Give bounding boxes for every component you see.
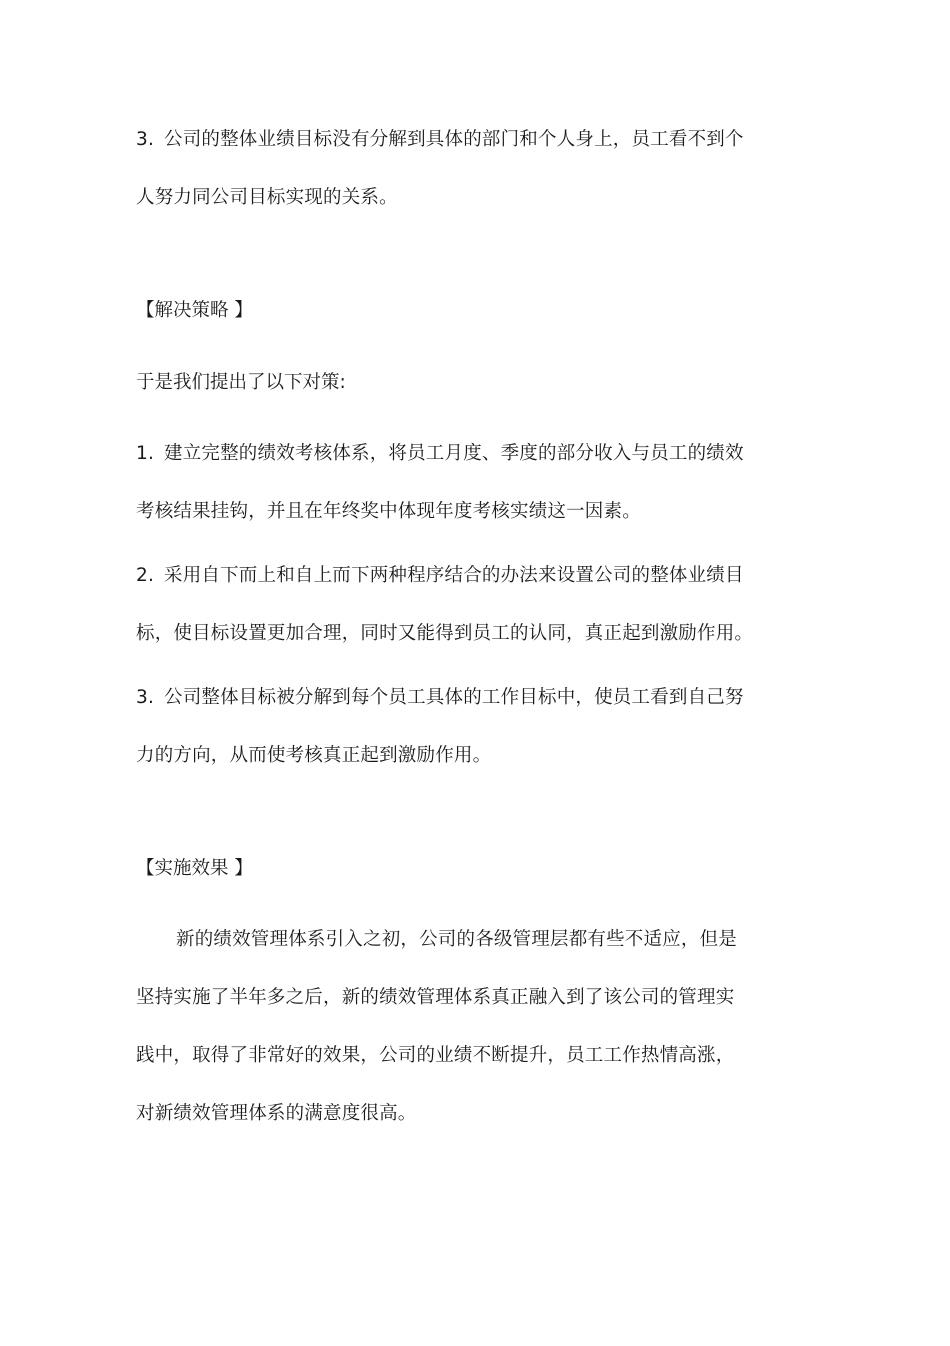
paragraph-line: 公司整体目标被分解到每个员工具体的工作目标中，使员工看到自己努 (164, 687, 744, 708)
paragraph-line: 标，使目标设置更加合理，同时又能得到员工的认同，真正起到激励作用。 (136, 623, 754, 644)
paragraph-line: 公司的整体业绩目标没有分解到具体的部门和个人身上，员工看不到个 (164, 129, 744, 150)
paragraph-line: 践中，取得了非常好的效果，公司的业绩不断提升，员工工作热情高涨， (136, 1045, 735, 1066)
paragraph-line: 对新绩效管理体系的满意度很高。 (136, 1103, 417, 1124)
effect-paragraph (136, 911, 756, 1143)
paragraph-line: 人努力同公司目标实现的关系。 (136, 187, 398, 208)
paragraph-line: 建立完整的绩效考核体系，将员工月度、季度的部分收入与员工的绩效 (164, 443, 744, 464)
solution-intro: 于是我们提出了以下对策: (136, 372, 346, 393)
list-number: 1. (136, 443, 155, 464)
list-number: 3. (136, 129, 155, 150)
solution-item-3 (136, 669, 756, 785)
paragraph-line: 采用自下而上和自上而下两种程序结合的办法来设置公司的整体业绩目 (164, 565, 744, 586)
section-heading-effect: 【实施效果 】 (136, 858, 253, 879)
paragraph-line: 考核结果挂钩，并且在年终奖中体现年度考核实绩这一因素。 (136, 501, 641, 522)
list-number: 3. (136, 687, 155, 708)
problem-item-3 (136, 111, 756, 227)
solution-item-1 (136, 425, 756, 541)
paragraph-line: 力的方向，从而使考核真正起到激励作用。 (136, 745, 492, 766)
paragraph-line: 坚持实施了半年多之后，新的绩效管理体系真正融入到了该公司的管理实 (136, 987, 735, 1008)
list-number: 2. (136, 565, 155, 586)
section-heading-solution: 【解决策略 】 (136, 300, 253, 321)
solution-item-2 (136, 547, 756, 663)
paragraph-line: 新的绩效管理体系引入之初，公司的各级管理层都有些不适应，但是 (176, 929, 738, 950)
